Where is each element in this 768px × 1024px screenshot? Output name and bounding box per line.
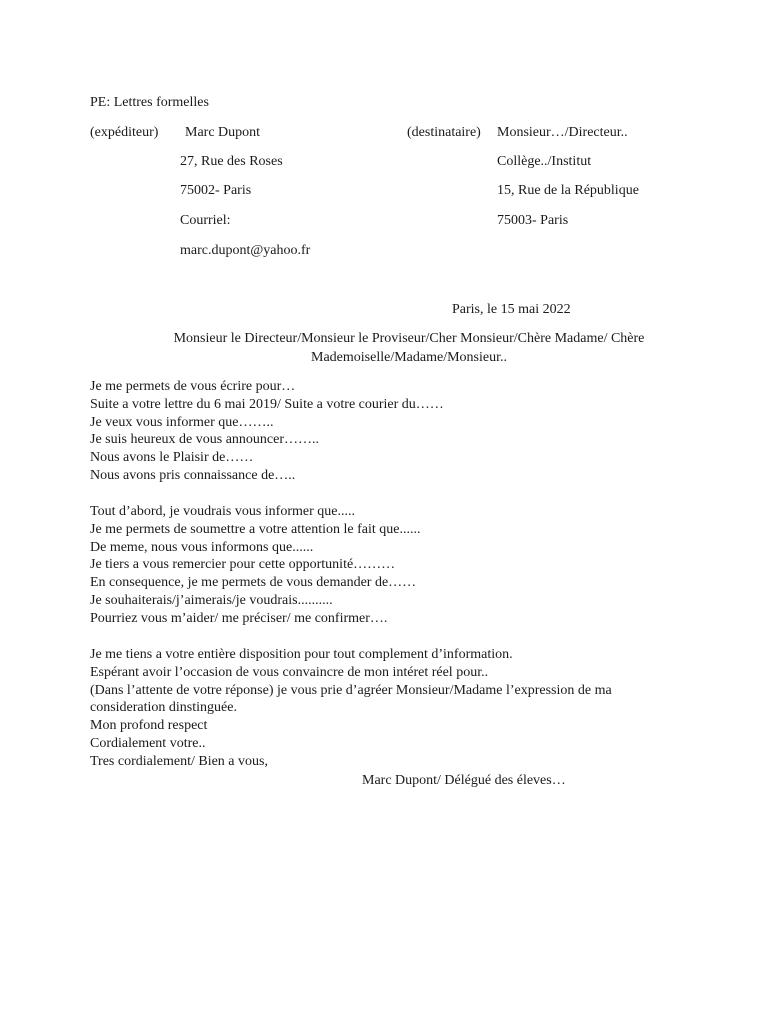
closing-paragraph (90, 646, 612, 771)
salutation (90, 329, 728, 367)
sender-city: 75002- Paris (180, 183, 252, 198)
recipient-city: 75003- Paris (497, 213, 569, 228)
closing-line: Je me tiens a votre entière disposition pour tout complement d’information. (90, 647, 513, 662)
body-line: Pourriez vous m’aider/ me préciser/ me confirmer…. (90, 610, 388, 626)
date-line: Paris, le 15 mai 2022 (452, 302, 571, 317)
recipient-org: Collège../Institut (497, 154, 592, 169)
closing-line: Cordialement votre.. (90, 735, 206, 751)
salutation-line: Monsieur le Directeur/Monsieur le Proviseur/Cher Monsieur/Chère Madame/ Chère (173, 331, 645, 346)
intro-line: Je me permets de vous écrire pour… (90, 379, 296, 394)
closing-line: Tres cordialement/ Bien a vous, (90, 753, 268, 769)
salutation-line: Mademoiselle/Madame/Monsieur.. (311, 350, 507, 365)
sender-name: Marc Dupont (185, 125, 261, 140)
body-line: De meme, nous vous informons que...... (90, 539, 314, 555)
closing-line: consideration dinstinguée. (90, 700, 237, 716)
body-line: Je souhaiterais/j’aimerais/je voudrais.......... (90, 592, 333, 608)
intro-line: Nous avons pris connaissance de….. (90, 467, 296, 483)
sender-email-label: Courriel: (180, 213, 231, 228)
body-line: Tout d’abord, je voudrais vous informer que..... (90, 504, 355, 519)
sender-street: 27, Rue des Roses (180, 154, 283, 169)
body-line: Je me permets de soumettre a votre attention le fait que...... (90, 521, 421, 537)
intro-paragraph (90, 378, 444, 485)
recipient-tag: (destinataire) (407, 125, 481, 140)
intro-line: Suite a votre lettre du 6 mai 2019/ Suite a votre courier du…… (90, 396, 444, 412)
closing-line: (Dans l’attente de votre réponse) je vous prie d’agréer Monsieur/Madame l’expression de ma (90, 682, 612, 698)
recipient-name: Monsieur…/Directeur.. (497, 125, 628, 140)
signature: Marc Dupont/ Délégué des éleves… (362, 773, 566, 788)
intro-line: Nous avons le Plaisir de…… (90, 450, 254, 466)
body-line: En consequence, je me permets de vous demander de…… (90, 575, 417, 591)
closing-line: Mon profond respect (90, 718, 208, 734)
document-heading: PE: Lettres formelles (90, 95, 209, 110)
recipient-street: 15, Rue de la République (497, 183, 639, 198)
closing-line: Espérant avoir l’occasion de vous convaincre de mon intéret réel pour.. (90, 664, 489, 680)
body-line: Je tiers a vous remercier pour cette opportunité……… (90, 557, 396, 573)
intro-line: Je suis heureux de vous announcer…….. (90, 432, 320, 448)
sender-tag: (expéditeur) (90, 125, 159, 140)
sender-email: marc.dupont@yahoo.fr (180, 243, 311, 258)
intro-line: Je veux vous informer que…….. (90, 414, 274, 430)
body-paragraph (90, 503, 420, 628)
